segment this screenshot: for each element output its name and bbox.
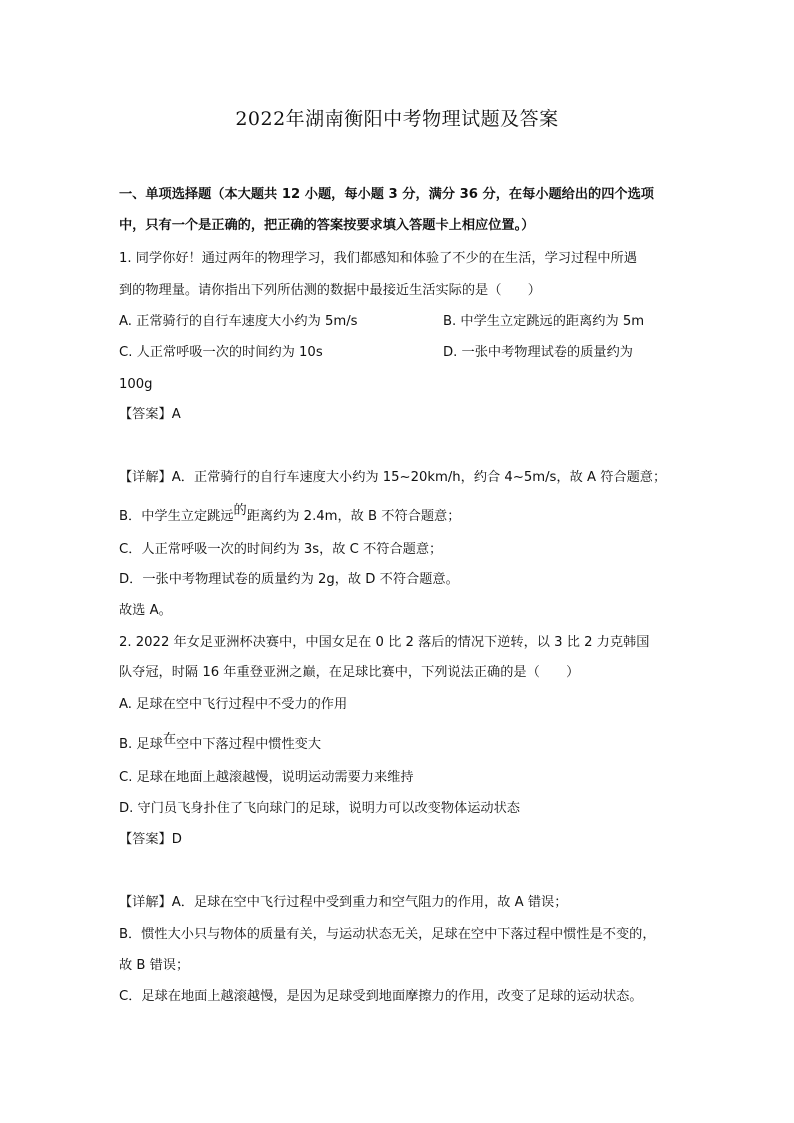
q2-detail-c: C．足球在地面上越滚越慢，是因为足球受到地面摩擦力的作用，改变了足球的运动状态。 — [119, 989, 643, 1004]
q2-detail-b-line-1: B．惯性大小只与物体的质量有关，与运动状态无关，足球在空中下落过程中惯性是不变的， — [119, 927, 656, 942]
q2-option-b-text-end: 空中下落过程中惯性变大 — [176, 737, 322, 752]
q1-detail-a: 【详解】A．正常骑行的自行车速度大小约为 15~20km/h，约合 4~5m/s，故 A 符合题意； — [119, 470, 667, 485]
q1-detail-b-text-end: 距离约为 2.4m，故 B 不符合题意； — [246, 509, 461, 524]
section-heading-line-2: 中，只有一个是正确的，把正确的答案按要求填入答题卡上相应位置。） — [119, 218, 535, 233]
q2-detail-a: 【详解】A．足球在空中飞行过程中受到重力和空气阻力的作用，故 A 错误； — [119, 895, 568, 910]
q1-option-c: C. 人正常呼吸一次的时间约为 10s — [119, 345, 323, 360]
q1-detail-c: C．人正常呼吸一次的时间约为 3s，故 C 不符合题意； — [119, 542, 443, 557]
q1-detail-b-raised-char: 的 — [233, 503, 247, 518]
q1-option-d: D. 一张中考物理试卷的质量约为 — [443, 345, 633, 360]
q1-detail-d: D．一张中考物理试卷的质量约为 2g，故 D 不符合题意。 — [119, 572, 459, 587]
q2-stem-line-2: 队夺冠，时隔 16 年重登亚洲之巅，在足球比赛中，下列说法正确的是（ ） — [119, 665, 580, 680]
q1-detail-b-text: B．中学生立定跳远 — [119, 509, 234, 524]
q1-detail-b — [119, 503, 461, 526]
q1-option-a: A. 正常骑行的自行车速度大小约为 5m/s — [119, 314, 358, 329]
q1-stem-line-2: 到的物理量。请你指出下列所估测的数据中最接近生活实际的是（ ） — [119, 283, 541, 298]
q2-option-a: A. 足球在空中飞行过程中不受力的作用 — [119, 697, 348, 712]
section-heading-line-1: 一、单项选择题（本大题共 12 小题，每小题 3 分，满分 36 分，在每小题给出的四个选项 — [119, 187, 654, 202]
q1-answer: 【答案】A — [119, 407, 181, 422]
q1-option-d-continued: 100g — [119, 377, 153, 392]
q1-conclusion: 故选 A。 — [119, 603, 172, 618]
document-title: 2022年湖南衡阳中考物理试题及答案 — [235, 108, 559, 130]
q2-option-b — [119, 732, 322, 754]
q2-option-c: C. 足球在地面上越滚越慢，说明运动需要力来维持 — [119, 770, 414, 785]
q2-option-b-text: B. 足球 — [119, 737, 163, 752]
q1-stem-line-1: 1. 同学你好！通过两年的物理学习，我们都感知和体验了不少的在生活，学习过程中所遇 — [119, 251, 637, 266]
q2-detail-b-line-2: 故 B 错误； — [119, 958, 190, 973]
q1-option-b: B. 中学生立定跳远的距离约为 5m — [443, 314, 645, 329]
q2-answer: 【答案】D — [119, 832, 182, 847]
q2-stem-line-1: 2. 2022 年女足亚洲杯决赛中，中国女足在 0 比 2 落后的情况下逆转，以 3 比 2 力克韩国 — [119, 635, 650, 650]
q2-option-b-raised-char: 在 — [162, 732, 176, 747]
q2-option-d: D. 守门员飞身扑住了飞向球门的足球，说明力可以改变物体运动状态 — [119, 801, 520, 816]
